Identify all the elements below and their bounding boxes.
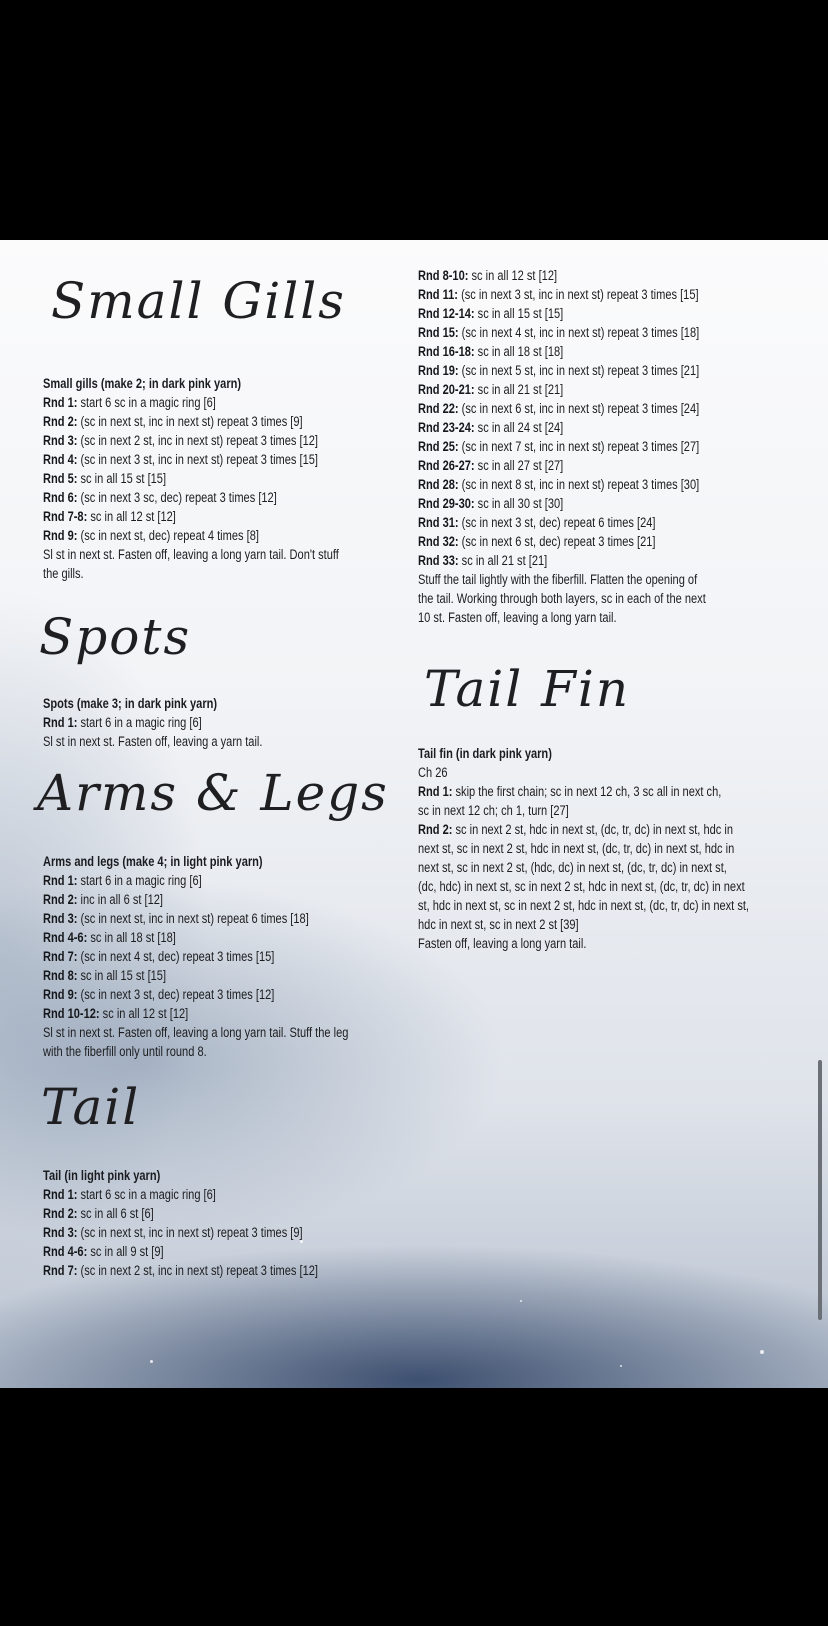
tail-round: Rnd 29-30: sc in all 30 st [30] [418,496,564,511]
tail-round: Rnd 3: (sc in next st, inc in next st) repeat 3 times [9] [43,1225,303,1240]
tail-round: Rnd 25: (sc in next 7 st, inc in next st) repeat 3 times [27] [418,439,700,454]
arms-legs-script-title: Arms & Legs [37,764,389,822]
tail-round: Rnd 19: (sc in next 5 st, inc in next st) repeat 3 times [21] [418,363,700,378]
tail-round: Rnd 16-18: sc in all 18 st [18] [418,344,564,359]
small-gills-round: Rnd 9: (sc in next st, dec) repeat 4 times [8] [43,528,259,543]
small-gills-round: Rnd 3: (sc in next 2 st, inc in next st) repeat 3 times [12] [43,433,319,448]
tail-round: Rnd 12-14: sc in all 15 st [15] [418,306,564,321]
bottom-black-bar [0,1388,828,1626]
tail-header: Tail (in light pink yarn) [43,1168,161,1183]
tail-round: Rnd 7: (sc in next 2 st, inc in next st) repeat 3 times [12] [43,1263,319,1278]
tail-round: Rnd 15: (sc in next 4 st, inc in next st) repeat 3 times [18] [418,325,700,340]
top-black-bar [0,0,828,240]
arms-legs-round: Rnd 4-6: sc in all 18 st [18] [43,930,176,945]
small-gills-round: Rnd 7-8: sc in all 12 st [12] [43,509,176,524]
small-gills-round: Rnd 5: sc in all 15 st [15] [43,471,167,486]
spots-note: Sl st in next st. Fasten off, leaving a yarn tail. [43,734,263,749]
tail-round: Rnd 28: (sc in next 8 st, inc in next st) repeat 3 times [30] [418,477,700,492]
tail-round: Rnd 23-24: sc in all 24 st [24] [418,420,564,435]
tail-round: Rnd 32: (sc in next 6 st, dec) repeat 3 times [21] [418,534,656,549]
tail-fin-round-1: Rnd 1: skip the first chain; sc in next 12 ch, 3 sc all in next ch, [418,784,722,799]
spots-script-title: Spots [39,608,192,666]
small-gills-note: Sl st in next st. Fasten off, leaving a long yarn tail. Don't stuff [43,547,339,562]
tail-fin-round-2-cont: next st, sc in next 2 st, hdc in next st, (dc, tr, dc) in next st, hdc in [418,841,735,856]
arms-legs-round: Rnd 8: sc in all 15 st [15] [43,968,167,983]
tail-round: Rnd 8-10: sc in all 12 st [12] [418,268,558,283]
arms-legs-round: Rnd 7: (sc in next 4 st, dec) repeat 3 times [15] [43,949,275,964]
pattern-page [0,240,828,1388]
tail-note: Stuff the tail lightly with the fiberfill. Flatten the opening of [418,572,698,587]
arms-legs-round: Rnd 2: inc in all 6 st [12] [43,892,163,907]
arms-legs-round: Rnd 9: (sc in next 3 st, dec) repeat 3 times [12] [43,987,275,1002]
tail-fin-round-2-cont: next st, sc in next 2 st, (hdc, dc) in next st, (dc, tr, dc) in next st, [418,860,727,875]
tail-fin-round-1-cont: sc in next 12 ch; ch 1, turn [27] [418,803,569,818]
tail-fin-round-2-cont: hdc in next st, sc in next 2 st [39] [418,917,579,932]
speckle [620,1365,622,1367]
speckle [760,1350,764,1354]
small-gills-round: Rnd 1: start 6 sc in a magic ring [6] [43,395,216,410]
tail-round: Rnd 11: (sc in next 3 st, inc in next st) repeat 3 times [15] [418,287,699,302]
speckle [520,1300,522,1302]
small-gills-round: Rnd 6: (sc in next 3 sc, dec) repeat 3 times [12] [43,490,277,505]
tail-note: the tail. Working through both layers, sc in each of the next [418,591,706,606]
tail-fin-script-title: Tail Fin [424,660,631,718]
tail-round: Rnd 4-6: sc in all 9 st [9] [43,1244,164,1259]
tail-round: Rnd 33: sc in all 21 st [21] [418,553,548,568]
tail-round: Rnd 26-27: sc in all 27 st [27] [418,458,564,473]
tail-round: Rnd 31: (sc in next 3 st, dec) repeat 6 times [24] [418,515,656,530]
tail-note: 10 st. Fasten off, leaving a long yarn tail. [418,610,617,625]
scroll-indicator[interactable] [818,1060,822,1320]
tail-fin-header: Tail fin (in dark pink yarn) [418,746,552,761]
arms-legs-note: Sl st in next st. Fasten off, leaving a long yarn tail. Stuff the leg [43,1025,349,1040]
arms-legs-round: Rnd 1: start 6 in a magic ring [6] [43,873,202,888]
arms-legs-header: Arms and legs (make 4; in light pink yarn) [43,854,263,869]
small-gills-header: Small gills (make 2; in dark pink yarn) [43,376,242,391]
arms-legs-note: with the fiberfill only until round 8. [43,1044,207,1059]
small-gills-round: Rnd 4: (sc in next 3 st, inc in next st) repeat 3 times [15] [43,452,319,467]
spots-round: Rnd 1: start 6 in a magic ring [6] [43,715,202,730]
tail-round: Rnd 1: start 6 sc in a magic ring [6] [43,1187,216,1202]
small-gills-script-title: Small Gills [51,272,346,330]
tail-round: Rnd 22: (sc in next 6 st, inc in next st) repeat 3 times [24] [418,401,700,416]
tail-fin-chain: Ch 26 [418,765,448,780]
arms-legs-round: Rnd 3: (sc in next st, inc in next st) repeat 6 times [18] [43,911,309,926]
tail-round: Rnd 20-21: sc in all 21 st [21] [418,382,564,397]
small-gills-round: Rnd 2: (sc in next st, inc in next st) repeat 3 times [9] [43,414,303,429]
spots-header: Spots (make 3; in dark pink yarn) [43,696,218,711]
tail-round: Rnd 2: sc in all 6 st [6] [43,1206,154,1221]
speckle [150,1360,153,1363]
small-gills-note: the gills. [43,566,84,581]
tail-fin-round-2: Rnd 2: sc in next 2 st, hdc in next st, (dc, tr, dc) in next st, hdc in [418,822,734,837]
tail-fin-note: Fasten off, leaving a long yarn tail. [418,936,587,951]
tail-fin-round-2-cont: st, hdc in next st, sc in next 2 st, hdc in next st, (dc, tr, dc) in next st, [418,898,750,913]
tail-script-title: Tail [41,1078,141,1136]
tail-fin-round-2-cont: (dc, hdc) in next st, sc in next 2 st, hdc in next st, (dc, tr, dc) in next [418,879,745,894]
arms-legs-round: Rnd 10-12: sc in all 12 st [12] [43,1006,189,1021]
